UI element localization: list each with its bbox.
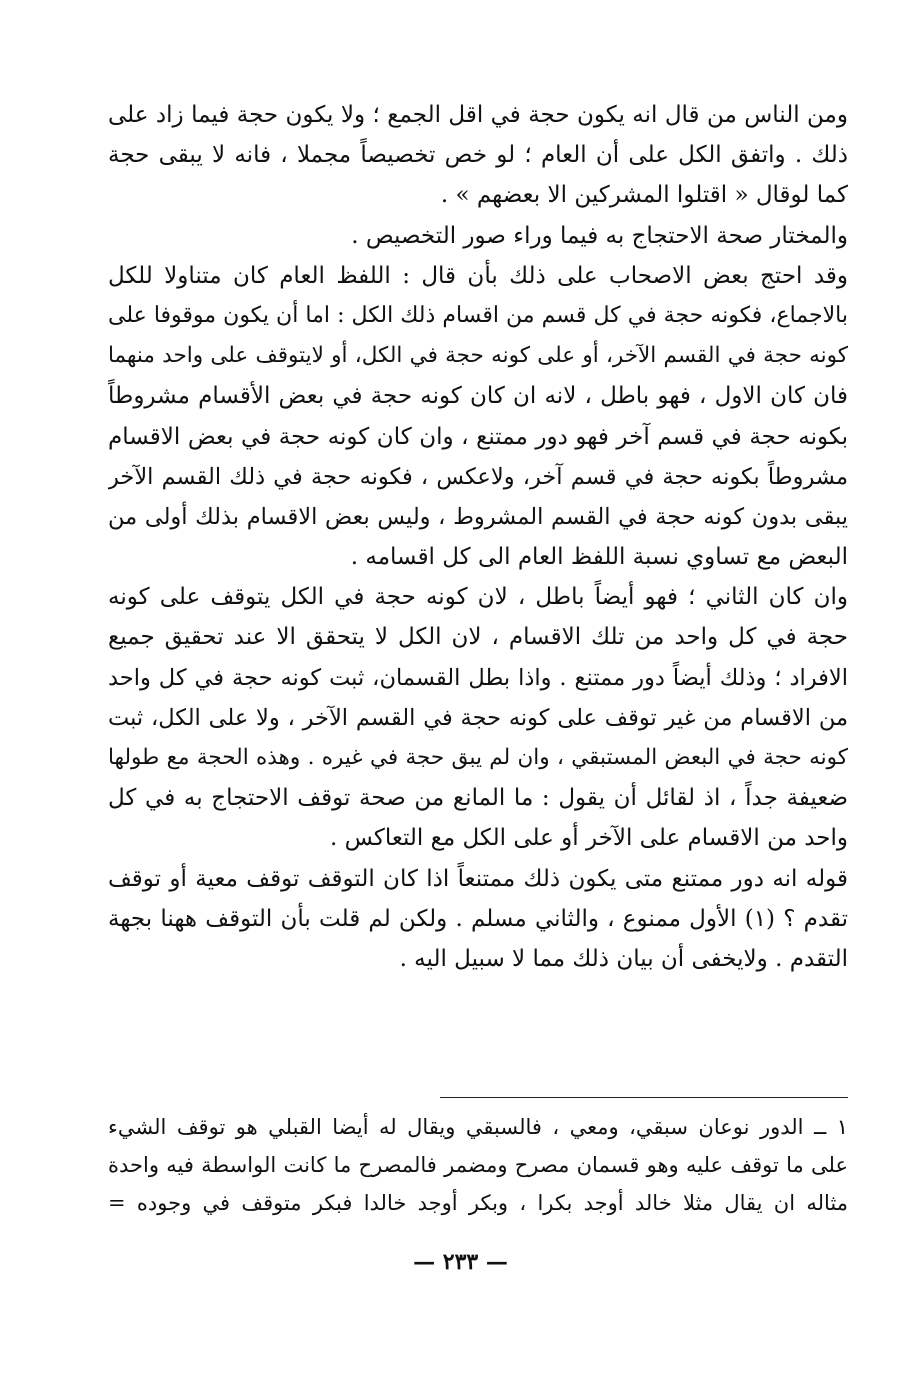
text-line: بالاجماع، فكونه حجة في كل قسم من اقسام ذلك الكل : اما أن يكون موقوفا على	[108, 302, 848, 328]
footnote-line: مثاله ان يقال مثلا خالد أوجد بكرا ، وبكر أوجد خالدا فبكر متوقف في وجوده =	[108, 1191, 848, 1215]
text-line: وان كان الثاني ؛ فهو أيضاً باطل ، لان كونه حجة في الكل يتوقف على كونه	[108, 584, 848, 611]
footnote-divider	[440, 1097, 848, 1098]
text-line: بكونه حجة في قسم آخر فهو دور ممتنع ، وان كان كونه حجة في بعض الاقسام	[108, 423, 848, 450]
text-line: قوله انه دور ممتنع متى يكون ذلك ممتنعاً اذا كان التوقف توقف معية أو توقف	[108, 865, 848, 892]
text-line: حجة في كل واحد من تلك الاقسام ، لان الكل لا يتحقق الا عند تحقيق جميع	[108, 624, 848, 651]
text-line: كونه حجة في البعض المستبقي ، وان لم يبق حجة في غيره . وهذه الحجة مع طولها	[108, 745, 848, 770]
text-line: والمختار صحة الاحتجاج به فيما وراء صور التخصيص .	[351, 222, 848, 249]
text-line: ذلك . واتفق الكل على أن العام ؛ لو خص تخصيصاً مجملا ، فانه لا يبقى حجة	[108, 142, 848, 169]
text-line: تقدم ؟ (١) الأول ممنوع ، والثاني مسلم . ولكن لم قلت بأن التوقف ههنا بجهة	[108, 905, 848, 932]
footnote-line: ١ ــ الدور نوعان سبقي، ومعي ، فالسبقي ويقال له أيضا القبلي هو توقف الشيء	[108, 1115, 848, 1139]
text-line: التقدم . ولايخفى أن بيان ذلك مما لا سبيل اليه .	[399, 945, 848, 972]
body-text	[108, 95, 848, 979]
text-line: واحد من الاقسام على الآخر أو على الكل مع التعاكس .	[329, 825, 848, 852]
text-line: كما لوقال « اقتلوا المشركين الا بعضهم » .	[440, 182, 848, 209]
text-line: مشروطاً بكونه حجة في قسم آخر، ولاعكس ، فكونه حجة في ذلك القسم الآخر	[108, 463, 848, 490]
text-line: فان كان الاول ، فهو باطل ، لانه ان كان كونه حجة في بعض الأقسام مشروطاً	[108, 383, 848, 410]
text-line: ومن الناس من قال انه يكون حجة في اقل الجمع ؛ ولا يكون حجة فيما زاد على	[108, 102, 848, 128]
text-line: يبقى بدون كونه حجة في القسم المشروط ، وليس بعض الاقسام بذلك أولى من	[108, 503, 848, 530]
footnote-line: على ما توقف عليه وهو قسمان مصرح ومضمر فالمصرح ما كانت الواسطة فيه واحدة	[108, 1153, 848, 1177]
text-line: وقد احتج بعض الاصحاب على ذلك بأن قال : اللفظ العام كان متناولا للكل	[108, 262, 848, 289]
text-line: كونه حجة في القسم الآخر، أو على كونه حجة في الكل، أو لايتوقف على واحد منهما	[108, 343, 848, 369]
text-line: ضعيفة جداً ، اذ لقائل أن يقول : ما المانع من صحة توقف الاحتجاج به في كل	[108, 785, 848, 812]
page-number: — ٢٣٣ —	[413, 1249, 508, 1275]
text-line: من الاقسام من غير توقف على كونه حجة في القسم الآخر ، ولا على الكل، ثبت	[108, 704, 848, 731]
text-line: الافراد ؛ وذلك أيضاً دور ممتنع . واذا بطل القسمان، ثبت كونه حجة في كل واحد	[108, 664, 848, 691]
text-line: البعض مع تساوي نسبة اللفظ العام الى كل اقسامه .	[350, 544, 848, 571]
footnotes	[108, 1108, 848, 1222]
